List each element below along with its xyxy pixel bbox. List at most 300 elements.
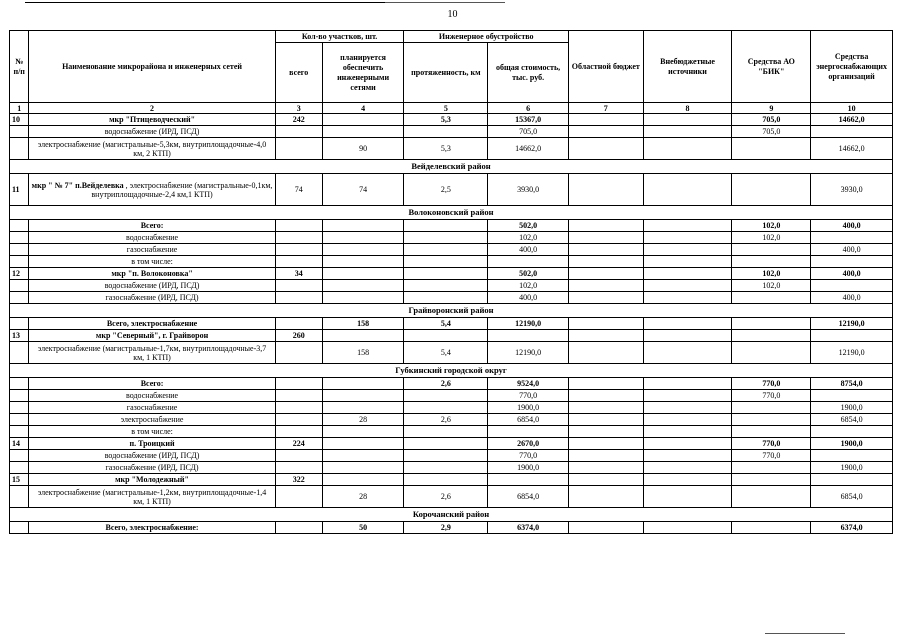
value-cell: 2670,0	[488, 438, 569, 450]
value-cell	[568, 474, 643, 486]
value-cell	[322, 280, 404, 292]
value-cell: 6374,0	[811, 522, 893, 534]
value-cell	[322, 114, 404, 126]
value-cell: 12190,0	[811, 342, 893, 364]
table-row	[10, 486, 893, 508]
value-cell	[643, 244, 732, 256]
value-cell	[732, 256, 811, 268]
value-cell	[811, 426, 893, 438]
row-name-cell: Всего, электроснабжение:	[29, 522, 275, 534]
value-cell	[404, 474, 488, 486]
value-cell: 1900,0	[811, 402, 893, 414]
value-cell: 770,0	[732, 390, 811, 402]
table-row	[10, 138, 893, 160]
value-cell	[275, 292, 322, 304]
value-cell: 14662,0	[488, 138, 569, 160]
table-row	[10, 414, 893, 426]
value-cell: 15367,0	[488, 114, 569, 126]
value-cell: 6854,0	[488, 414, 569, 426]
row-number-cell	[10, 426, 29, 438]
value-cell	[568, 330, 643, 342]
value-cell	[404, 462, 488, 474]
column-numbers-row	[10, 103, 893, 114]
value-cell	[488, 474, 569, 486]
row-number-cell	[10, 342, 29, 364]
row-name-cell: в том числе:	[29, 426, 275, 438]
value-cell: 5,4	[404, 342, 488, 364]
col-number: 2	[29, 103, 275, 114]
value-cell	[643, 330, 732, 342]
value-cell	[275, 342, 322, 364]
value-cell	[568, 126, 643, 138]
row-number-cell	[10, 256, 29, 268]
row-number-cell	[10, 486, 29, 508]
table-row	[10, 280, 893, 292]
value-cell: 6854,0	[488, 486, 569, 508]
value-cell: 224	[275, 438, 322, 450]
footer-rule	[765, 633, 845, 634]
value-cell	[732, 522, 811, 534]
section-title: Губкинский городской округ	[10, 364, 893, 378]
row-name-cell: в том числе:	[29, 256, 275, 268]
col-number: 5	[404, 103, 488, 114]
value-cell	[732, 330, 811, 342]
value-cell: 705,0	[488, 126, 569, 138]
section-header-row	[10, 304, 893, 318]
value-cell: 3930,0	[811, 174, 893, 206]
table-row	[10, 450, 893, 462]
section-title: Грайворонский район	[10, 304, 893, 318]
header-num: № п/п	[10, 31, 29, 103]
value-cell	[568, 414, 643, 426]
table-row	[10, 522, 893, 534]
value-cell	[322, 474, 404, 486]
value-cell	[643, 268, 732, 280]
value-cell: 12190,0	[488, 342, 569, 364]
header-name: Наименование микрорайона и инженерных сетей	[29, 31, 275, 103]
value-cell	[568, 390, 643, 402]
col-number: 1	[10, 103, 29, 114]
table-row	[10, 268, 893, 280]
header-rule	[25, 2, 385, 3]
section-title: Вейделевский район	[10, 160, 893, 174]
row-number-cell	[10, 402, 29, 414]
table-row	[10, 330, 893, 342]
value-cell	[643, 126, 732, 138]
value-cell	[275, 232, 322, 244]
col-number: 8	[643, 103, 732, 114]
value-cell	[732, 318, 811, 330]
value-cell: 74	[275, 174, 322, 206]
value-cell	[275, 462, 322, 474]
value-cell	[811, 450, 893, 462]
table-row	[10, 318, 893, 330]
value-cell	[568, 280, 643, 292]
value-cell	[732, 174, 811, 206]
header-cost: общая стоимость, тыс. руб.	[488, 43, 569, 103]
header-infra-group: Инженерное обустройство	[404, 31, 569, 43]
value-cell	[568, 438, 643, 450]
value-cell	[643, 114, 732, 126]
row-number-cell	[10, 280, 29, 292]
value-cell	[322, 330, 404, 342]
value-cell	[568, 522, 643, 534]
value-cell: 2,9	[404, 522, 488, 534]
value-cell: 242	[275, 114, 322, 126]
value-cell	[404, 450, 488, 462]
value-cell: 322	[275, 474, 322, 486]
value-cell	[568, 342, 643, 364]
value-cell	[404, 292, 488, 304]
value-cell	[732, 486, 811, 508]
value-cell	[404, 268, 488, 280]
row-name-cell: Всего:	[29, 220, 275, 232]
value-cell	[404, 426, 488, 438]
value-cell	[322, 268, 404, 280]
value-cell	[732, 402, 811, 414]
value-cell: 74	[322, 174, 404, 206]
value-cell: 14662,0	[811, 114, 893, 126]
value-cell	[643, 318, 732, 330]
value-cell: 260	[275, 330, 322, 342]
section-header-row	[10, 364, 893, 378]
value-cell	[275, 414, 322, 426]
value-cell: 158	[322, 342, 404, 364]
col-number: 7	[568, 103, 643, 114]
value-cell	[568, 174, 643, 206]
table-row	[10, 462, 893, 474]
row-name-cell: мкр "Молодежный"	[29, 474, 275, 486]
row-name-cell: водоснабжение (ИРД, ПСД)	[29, 280, 275, 292]
value-cell	[488, 426, 569, 438]
value-cell	[322, 244, 404, 256]
row-number-cell	[10, 462, 29, 474]
value-cell	[568, 244, 643, 256]
value-cell	[322, 438, 404, 450]
value-cell	[275, 522, 322, 534]
header-length: протяженность, км	[404, 43, 488, 103]
value-cell	[732, 426, 811, 438]
row-number-cell: 12	[10, 268, 29, 280]
table-row	[10, 232, 893, 244]
table-row	[10, 114, 893, 126]
value-cell	[643, 256, 732, 268]
row-name-cell: электроснабжение (магистральные-1,2км, внутриплощадочные-1,4 км, 1 КТП)	[29, 486, 275, 508]
header-offbudget: Внебюджетные источники	[643, 31, 732, 103]
value-cell	[643, 138, 732, 160]
value-cell	[488, 330, 569, 342]
value-cell: 770,0	[488, 450, 569, 462]
value-cell: 400,0	[811, 220, 893, 232]
value-cell	[811, 390, 893, 402]
value-cell	[732, 292, 811, 304]
value-cell: 705,0	[732, 114, 811, 126]
value-cell	[322, 126, 404, 138]
value-cell: 102,0	[488, 232, 569, 244]
value-cell: 102,0	[732, 280, 811, 292]
col-number: 6	[488, 103, 569, 114]
row-name-cell: Всего, электроснабжение	[29, 318, 275, 330]
value-cell	[322, 256, 404, 268]
value-cell: 102,0	[732, 232, 811, 244]
value-cell: 3930,0	[488, 174, 569, 206]
value-cell	[322, 232, 404, 244]
value-cell	[568, 268, 643, 280]
value-cell	[322, 402, 404, 414]
value-cell	[568, 138, 643, 160]
value-cell	[643, 390, 732, 402]
row-name-cell: мкр "Северный", г. Грайворон	[29, 330, 275, 342]
row-number-cell: 10	[10, 114, 29, 126]
row-name-cell: Всего:	[29, 378, 275, 390]
value-cell	[811, 330, 893, 342]
table-row	[10, 426, 893, 438]
value-cell: 5,4	[404, 318, 488, 330]
value-cell: 1900,0	[811, 462, 893, 474]
section-title: Корочанский район	[10, 508, 893, 522]
value-cell	[275, 402, 322, 414]
value-cell	[643, 522, 732, 534]
value-cell	[275, 126, 322, 138]
value-cell	[811, 256, 893, 268]
header-planned: планируется обеспечить инженерными сетями	[322, 43, 404, 103]
row-name-cell: водоснабжение	[29, 232, 275, 244]
row-number-cell	[10, 126, 29, 138]
value-cell	[568, 114, 643, 126]
row-name-cell: газоснабжение	[29, 402, 275, 414]
table-row	[10, 256, 893, 268]
value-cell	[322, 378, 404, 390]
row-number-cell	[10, 232, 29, 244]
table-row	[10, 126, 893, 138]
value-cell	[322, 450, 404, 462]
row-number-cell: 11	[10, 174, 29, 206]
value-cell	[275, 378, 322, 390]
value-cell	[322, 462, 404, 474]
header-total: всего	[275, 43, 322, 103]
investment-table	[9, 30, 893, 534]
value-cell	[643, 220, 732, 232]
value-cell	[404, 232, 488, 244]
value-cell: 102,0	[732, 220, 811, 232]
value-cell: 12190,0	[811, 318, 893, 330]
row-name-cell: мкр "Птицеводческий"	[29, 114, 275, 126]
row-number-cell	[10, 292, 29, 304]
value-cell: 400,0	[811, 268, 893, 280]
table-row	[10, 438, 893, 450]
row-number-cell	[10, 522, 29, 534]
value-cell	[568, 232, 643, 244]
value-cell	[811, 126, 893, 138]
table-row	[10, 342, 893, 364]
row-name-cell: газоснабжение (ИРД, ПСД)	[29, 462, 275, 474]
header-rule-right	[385, 2, 505, 3]
value-cell	[643, 378, 732, 390]
value-cell: 5,3	[404, 138, 488, 160]
value-cell	[643, 174, 732, 206]
value-cell	[275, 390, 322, 402]
value-cell	[568, 256, 643, 268]
value-cell	[643, 450, 732, 462]
value-cell	[275, 486, 322, 508]
value-cell	[732, 462, 811, 474]
header-plots-group: Кол-во участков, шт.	[275, 31, 404, 43]
section-header-row	[10, 508, 893, 522]
row-name-cell: водоснабжение (ИРД, ПСД)	[29, 450, 275, 462]
page-number: 10	[447, 9, 458, 20]
row-name-cell: газоснабжение	[29, 244, 275, 256]
value-cell: 400,0	[811, 292, 893, 304]
value-cell: 158	[322, 318, 404, 330]
row-number-cell	[10, 378, 29, 390]
value-cell	[275, 426, 322, 438]
value-cell	[732, 342, 811, 364]
value-cell	[643, 292, 732, 304]
value-cell: 14662,0	[811, 138, 893, 160]
value-cell	[488, 256, 569, 268]
value-cell	[811, 474, 893, 486]
row-name-cell: водоснабжение	[29, 390, 275, 402]
value-cell	[643, 342, 732, 364]
row-number-cell	[10, 244, 29, 256]
table-row	[10, 220, 893, 232]
value-cell: 90	[322, 138, 404, 160]
value-cell	[643, 414, 732, 426]
row-name-cell: электроснабжение (магистральные-5,3км, внутриплощадочные-4,0 км, 2 КТП)	[29, 138, 275, 160]
value-cell	[404, 438, 488, 450]
value-cell: 102,0	[732, 268, 811, 280]
table-row	[10, 474, 893, 486]
value-cell: 6854,0	[811, 486, 893, 508]
value-cell	[404, 126, 488, 138]
value-cell: 400,0	[488, 244, 569, 256]
value-cell	[568, 462, 643, 474]
table-row	[10, 390, 893, 402]
value-cell: 770,0	[732, 438, 811, 450]
row-name-bold: мкр " № 7" п.Вейделевка	[31, 180, 124, 190]
value-cell	[643, 474, 732, 486]
row-name-cell: газоснабжение (ИРД, ПСД)	[29, 292, 275, 304]
header-energy: Средства энергоснабжающих организаций	[811, 31, 893, 103]
value-cell: 400,0	[811, 244, 893, 256]
value-cell	[643, 486, 732, 508]
table-body	[10, 114, 893, 534]
table-row	[10, 174, 893, 206]
value-cell	[568, 486, 643, 508]
value-cell	[811, 280, 893, 292]
row-number-cell	[10, 220, 29, 232]
value-cell: 502,0	[488, 268, 569, 280]
value-cell	[568, 402, 643, 414]
value-cell: 28	[322, 414, 404, 426]
value-cell	[404, 330, 488, 342]
table-row	[10, 292, 893, 304]
row-name-cell: п. Троицкий	[29, 438, 275, 450]
row-number-cell: 13	[10, 330, 29, 342]
value-cell: 1900,0	[488, 462, 569, 474]
value-cell	[568, 450, 643, 462]
value-cell: 102,0	[488, 280, 569, 292]
header-regional: Областной бюджет	[568, 31, 643, 103]
col-number: 10	[811, 103, 893, 114]
value-cell	[404, 220, 488, 232]
value-cell	[643, 426, 732, 438]
value-cell	[404, 256, 488, 268]
table-row	[10, 402, 893, 414]
value-cell: 1900,0	[488, 402, 569, 414]
value-cell	[404, 244, 488, 256]
value-cell: 9524,0	[488, 378, 569, 390]
value-cell	[568, 378, 643, 390]
row-number-cell	[10, 318, 29, 330]
value-cell: 770,0	[732, 450, 811, 462]
value-cell	[404, 402, 488, 414]
row-number-cell	[10, 450, 29, 462]
row-number-cell	[10, 138, 29, 160]
row-name-cell: электроснабжение (магистральные-1,7км, внутриплощадочные-3,7 км, 1 КТП)	[29, 342, 275, 364]
value-cell	[732, 414, 811, 426]
value-cell	[275, 244, 322, 256]
value-cell	[275, 256, 322, 268]
section-header-row	[10, 160, 893, 174]
row-name-cell: мкр "п. Волоконовка"	[29, 268, 275, 280]
value-cell: 705,0	[732, 126, 811, 138]
col-number: 4	[322, 103, 404, 114]
value-cell	[275, 138, 322, 160]
value-cell: 50	[322, 522, 404, 534]
value-cell	[732, 474, 811, 486]
col-number: 9	[732, 103, 811, 114]
value-cell: 34	[275, 268, 322, 280]
row-number-cell: 14	[10, 438, 29, 450]
col-number: 3	[275, 103, 322, 114]
value-cell	[404, 390, 488, 402]
value-cell: 5,3	[404, 114, 488, 126]
value-cell: 2,6	[404, 414, 488, 426]
row-name-cell: водоснабжение (ИРД, ПСД)	[29, 126, 275, 138]
row-number-cell	[10, 390, 29, 402]
value-cell	[643, 438, 732, 450]
value-cell	[643, 232, 732, 244]
section-title: Волоконовский район	[10, 206, 893, 220]
value-cell	[322, 220, 404, 232]
value-cell	[732, 244, 811, 256]
row-number-cell: 15	[10, 474, 29, 486]
value-cell: 28	[322, 486, 404, 508]
table-row	[10, 378, 893, 390]
value-cell: 2,6	[404, 486, 488, 508]
value-cell	[322, 426, 404, 438]
value-cell: 770,0	[488, 390, 569, 402]
value-cell: 770,0	[732, 378, 811, 390]
value-cell	[322, 292, 404, 304]
value-cell: 1900,0	[811, 438, 893, 450]
value-cell	[568, 220, 643, 232]
value-cell	[568, 318, 643, 330]
value-cell	[643, 462, 732, 474]
value-cell	[275, 450, 322, 462]
value-cell	[322, 390, 404, 402]
value-cell	[732, 138, 811, 160]
value-cell	[568, 292, 643, 304]
value-cell	[275, 318, 322, 330]
row-name-cell: электроснабжение	[29, 414, 275, 426]
value-cell	[643, 402, 732, 414]
value-cell: 12190,0	[488, 318, 569, 330]
value-cell	[275, 220, 322, 232]
table-row	[10, 244, 893, 256]
value-cell: 6374,0	[488, 522, 569, 534]
